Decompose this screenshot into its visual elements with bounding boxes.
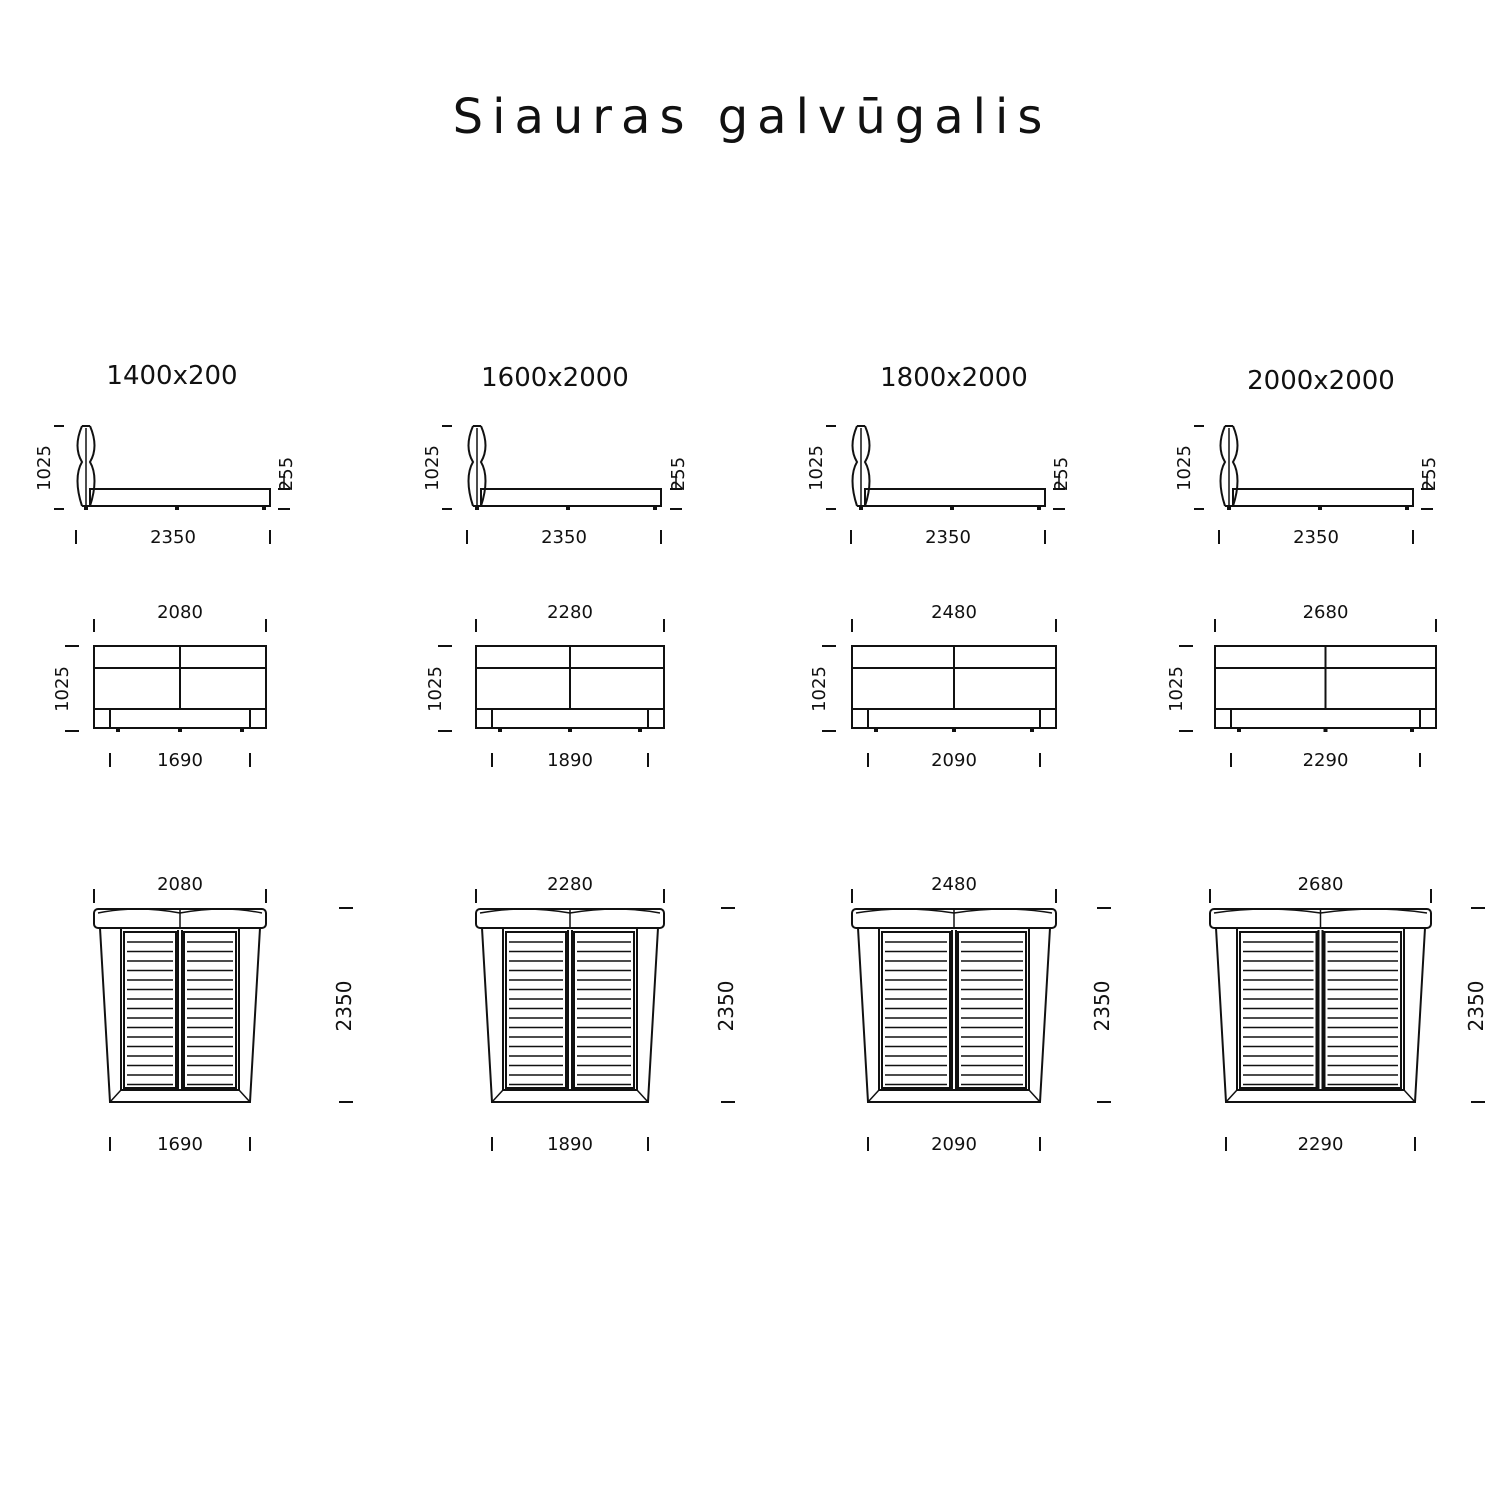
bed-foot (653, 506, 657, 510)
frame-bevel (1226, 1090, 1237, 1102)
bed-foot (84, 506, 88, 510)
dim-inner-width: 2090 (931, 1134, 977, 1155)
dim-overall-width: 2480 (931, 602, 977, 623)
slat-frame-right (958, 932, 1026, 1088)
bed-foot (874, 728, 878, 732)
slat-frame-left (124, 932, 176, 1088)
dim-headboard-height: 1025 (1174, 445, 1195, 491)
dim-length: 2350 (1090, 980, 1114, 1032)
bed-foot (568, 728, 572, 732)
bed-base-front (868, 709, 1040, 728)
frame-bevel (868, 1090, 879, 1102)
size-label: 1800x2000 (880, 363, 1028, 393)
bed-foot (175, 506, 179, 510)
bed-foot (116, 728, 120, 732)
dim-headboard-height: 1025 (52, 666, 73, 712)
bed-frame-side (90, 489, 270, 506)
dim-frame-height: 255 (1051, 456, 1072, 492)
front-view (425, 602, 664, 771)
dim-length: 2350 (1293, 527, 1339, 548)
slat-frame-right (1325, 932, 1402, 1088)
dim-overall-width: 2680 (1302, 602, 1349, 623)
dim-length: 2350 (714, 980, 738, 1032)
slat-frame-right (184, 932, 236, 1088)
dim-overall-width: 2280 (547, 874, 593, 895)
size-label: 1600x2000 (481, 363, 629, 393)
dim-frame-height: 255 (1419, 456, 1440, 492)
bed-foot (859, 506, 863, 510)
dim-headboard-height: 1025 (34, 445, 55, 491)
frame-outer (482, 928, 658, 1102)
frame-bevel (239, 1090, 250, 1102)
dim-inner-width: 1890 (547, 750, 593, 771)
dim-inner-width: 1890 (547, 1134, 593, 1155)
bed-foot (1237, 728, 1241, 732)
bed-foot (240, 728, 244, 732)
bed-foot (952, 728, 956, 732)
front-view (1166, 602, 1436, 771)
bed-frame-side (1233, 489, 1413, 506)
bed-size-column (806, 363, 1114, 1155)
top-view (852, 874, 1114, 1155)
bed-foot (1324, 728, 1328, 732)
dim-length: 2350 (332, 980, 356, 1032)
bed-base-front (492, 709, 648, 728)
bed-foot (1405, 506, 1409, 510)
bed-foot (178, 728, 182, 732)
page-title: Siauras galvūgalis (452, 89, 1052, 145)
bed-size-column (34, 361, 356, 1155)
slat-frame-left (1240, 932, 1317, 1088)
bed-foot (950, 506, 954, 510)
dim-inner-width: 2090 (931, 750, 977, 771)
dim-overall-width: 2080 (157, 602, 203, 623)
bed-foot (475, 506, 479, 510)
bed-foot (1227, 506, 1231, 510)
dim-headboard-height: 1025 (806, 445, 827, 491)
dim-inner-width: 2290 (1297, 1134, 1344, 1155)
dim-headboard-height: 1025 (422, 445, 443, 491)
frame-outer (858, 928, 1050, 1102)
dim-length: 2350 (1464, 980, 1488, 1032)
dim-headboard-height: 1025 (809, 666, 830, 712)
bed-foot (262, 506, 266, 510)
front-view (52, 602, 266, 771)
bed-base-front (1231, 709, 1420, 728)
bed-foot (1037, 506, 1041, 510)
front-view (809, 602, 1056, 771)
dim-frame-height: 255 (276, 456, 297, 492)
bed-foot (1410, 728, 1414, 732)
bed-frame-side (481, 489, 661, 506)
dim-length: 2350 (925, 527, 971, 548)
dim-overall-width: 2680 (1297, 874, 1344, 895)
bed-frame-side (865, 489, 1045, 506)
frame-bevel (110, 1090, 121, 1102)
frame-bevel (1029, 1090, 1040, 1102)
dim-headboard-height: 1025 (425, 666, 446, 712)
dim-frame-height: 255 (668, 456, 689, 492)
frame-bevel (637, 1090, 648, 1102)
slat-frame-left (506, 932, 566, 1088)
frame-bevel (1404, 1090, 1415, 1102)
bed-size-column (1166, 366, 1488, 1155)
dim-overall-width: 2280 (547, 602, 593, 623)
bed-base-front (110, 709, 250, 728)
bed-foot (566, 506, 570, 510)
bed-foot (498, 728, 502, 732)
frame-bevel (492, 1090, 503, 1102)
frame-outer (1216, 928, 1425, 1102)
top-view (94, 874, 356, 1155)
dim-headboard-height: 1025 (1166, 666, 1187, 712)
top-view (476, 874, 738, 1155)
dim-inner-width: 1690 (157, 1134, 203, 1155)
side-view (34, 426, 297, 548)
size-label: 1400x200 (106, 361, 238, 391)
slat-frame-left (882, 932, 950, 1088)
side-view (806, 426, 1072, 548)
dim-length: 2350 (541, 527, 587, 548)
top-view (1210, 874, 1488, 1155)
dim-inner-width: 1690 (157, 750, 203, 771)
dim-length: 2350 (150, 527, 196, 548)
bed-foot (638, 728, 642, 732)
dim-overall-width: 2080 (157, 874, 203, 895)
bed-size-column (422, 363, 738, 1155)
dim-overall-width: 2480 (931, 874, 977, 895)
dim-inner-width: 2290 (1302, 750, 1349, 771)
bed-foot (1030, 728, 1034, 732)
slat-frame-right (574, 932, 634, 1088)
size-label: 2000x2000 (1247, 366, 1395, 396)
side-view (1174, 426, 1440, 548)
side-view (422, 426, 689, 548)
bed-foot (1318, 506, 1322, 510)
